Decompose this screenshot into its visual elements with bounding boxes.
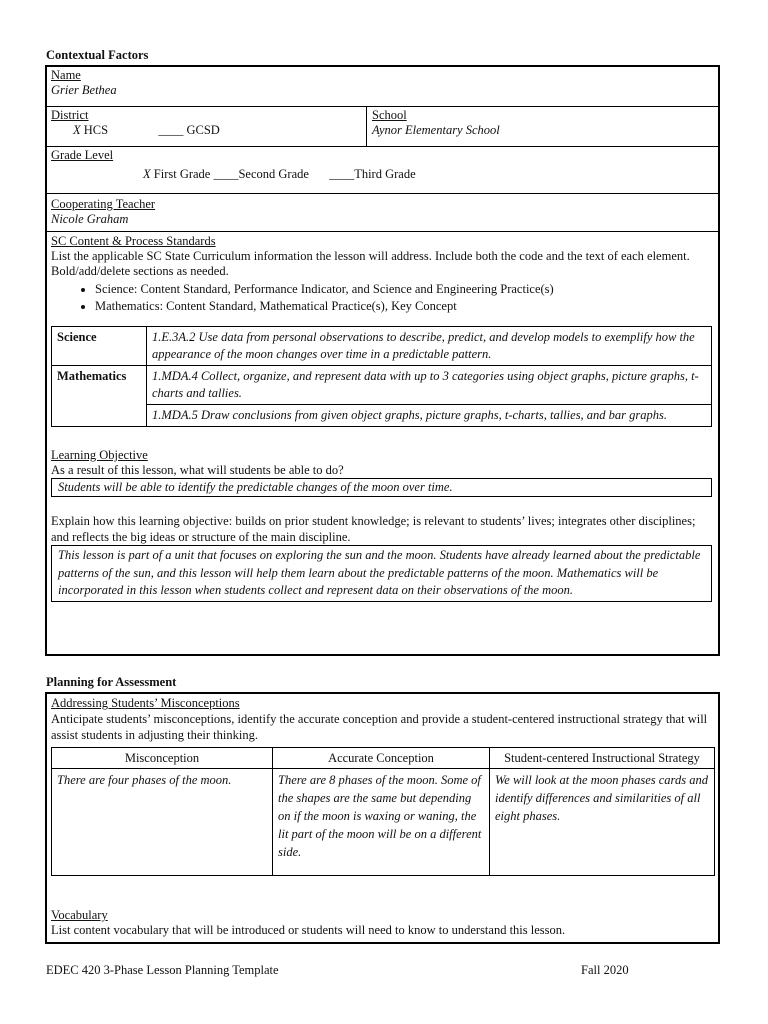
strategy-cell: We will look at the moon phases cards and identify differences and similarities of all eight phases. (490, 769, 715, 876)
mathematics-label: Mathematics (52, 366, 147, 427)
district-hcs-option: HCS (83, 123, 109, 137)
col-header-misconception: Misconception (52, 748, 273, 769)
math-standard-1: 1.MDA.4 Collect, organize, and represent data with up to 3 categories using object graphs, picture graphs, t-charts and tallies. (147, 366, 712, 405)
grade-first-option: First Grade (153, 167, 211, 181)
sc-standards-instructions: List the applicable SC State Curriculum information the lesson will address. Include both the code and the text of each element. Bold/add/delete sections as needed. (51, 249, 690, 278)
school-label: School (372, 108, 407, 122)
district-gcsd-option: GCSD (186, 123, 220, 137)
misconception-cell: There are four phases of the moon. (52, 769, 273, 876)
district-school-divider (366, 107, 367, 146)
misconceptions-row (52, 769, 715, 876)
sc-standards-label: SC Content & Process Standards (51, 234, 216, 248)
footer-template-name: EDEC 420 3-Phase Lesson Planning Template (46, 963, 279, 977)
name-value: Grier Bethea (51, 83, 117, 97)
school-value: Aynor Elementary School (372, 123, 500, 137)
grade-third-option: Third Grade (354, 167, 416, 181)
col-header-strategy: Student-centered Instructional Strategy (490, 748, 715, 769)
explain-prompt: Explain how this learning objective: builds on prior student knowledge; is relevant to students’ lives; integrates other disciplines; and reflects the big ideas or structure of the main discipline. (51, 514, 696, 544)
misconceptions-label: Addressing Students’ Misconceptions (51, 696, 240, 710)
grade-first-mark: X (143, 167, 151, 181)
grade-level-label: Grade Level (51, 148, 114, 162)
bullet-science: • Science: Content Standard, Performance Indicator, and Science and Engineering Practice(s) (95, 281, 714, 298)
vocabulary-label: Vocabulary (51, 908, 108, 922)
cooperating-teacher-row (47, 194, 718, 232)
contextual-factors-title: Contextual Factors (46, 48, 149, 62)
name-label: Name (51, 68, 81, 82)
name-row (47, 67, 718, 107)
sc-standards-bullets (51, 281, 714, 315)
misconceptions-instructions: Anticipate students’ misconceptions, identify the accurate conception and provide a student-centered instructional strategy that will assist students in adjusting their thinking. (51, 712, 708, 742)
misconceptions-table (51, 747, 715, 876)
footer-term: Fall 2020 (581, 963, 629, 977)
grade-third-mark: ____ (329, 167, 355, 181)
science-standard: 1.E.3A.2 Use data from personal observations to describe, predict, and develop models to exemplify how the appearance of the moon changes over time in a predictable pattern. (147, 327, 712, 366)
vocabulary-instructions: List content vocabulary that will be introduced or students will need to know to understand this lesson. (51, 923, 566, 937)
standards-math-row-2 (52, 405, 712, 427)
sc-standards-section (47, 232, 718, 654)
misconceptions-header-row (52, 748, 715, 769)
accurate-conception-cell: There are 8 phases of the moon. Some of the shapes are the same but depending on if the moon is waxing or waning, the lit part of the moon will be on a different side. (273, 769, 490, 876)
planning-assessment-box (45, 692, 720, 944)
district-label: District (51, 108, 89, 122)
grade-second-mark: ____ (213, 167, 239, 181)
cooperating-teacher-label: Cooperating Teacher (51, 197, 156, 211)
grade-level-row (47, 147, 718, 194)
explain-answer: This lesson is part of a unit that focuses on exploring the sun and the moon. Students have already learned about the predictable patterns of the sun, and this lesson will help them learn about the predictable patterns of the moon. Mathematics will be incorporated in this lesson when students collect and represent data on their observations of the moon. (51, 545, 712, 602)
learning-objective-question: As a result of this lesson, what will students be able to do? (51, 463, 344, 477)
standards-math-row-1 (52, 366, 712, 405)
cooperating-teacher-value: Nicole Graham (51, 212, 129, 226)
grade-second-option: Second Grade (238, 167, 309, 181)
math-standard-2: 1.MDA.5 Draw conclusions from given object graphs, picture graphs, t-charts, tallies, and bar graphs. (147, 405, 712, 427)
district-school-row (47, 107, 718, 147)
district-gcsd-mark: ____ (158, 123, 184, 137)
learning-objective-label: Learning Objective (51, 448, 148, 462)
learning-objective-answer: Students will be able to identify the predictable changes of the moon over time. (51, 478, 712, 497)
standards-table (51, 326, 712, 427)
planning-assessment-title: Planning for Assessment (46, 675, 177, 689)
bullet-mathematics: • Mathematics: Content Standard, Mathematical Practice(s), Key Concept (95, 298, 714, 315)
contextual-factors-box (45, 65, 720, 656)
science-label: Science (52, 327, 147, 366)
district-hcs-mark: X (73, 123, 81, 137)
col-header-accurate-conception: Accurate Conception (273, 748, 490, 769)
standards-science-row (52, 327, 712, 366)
